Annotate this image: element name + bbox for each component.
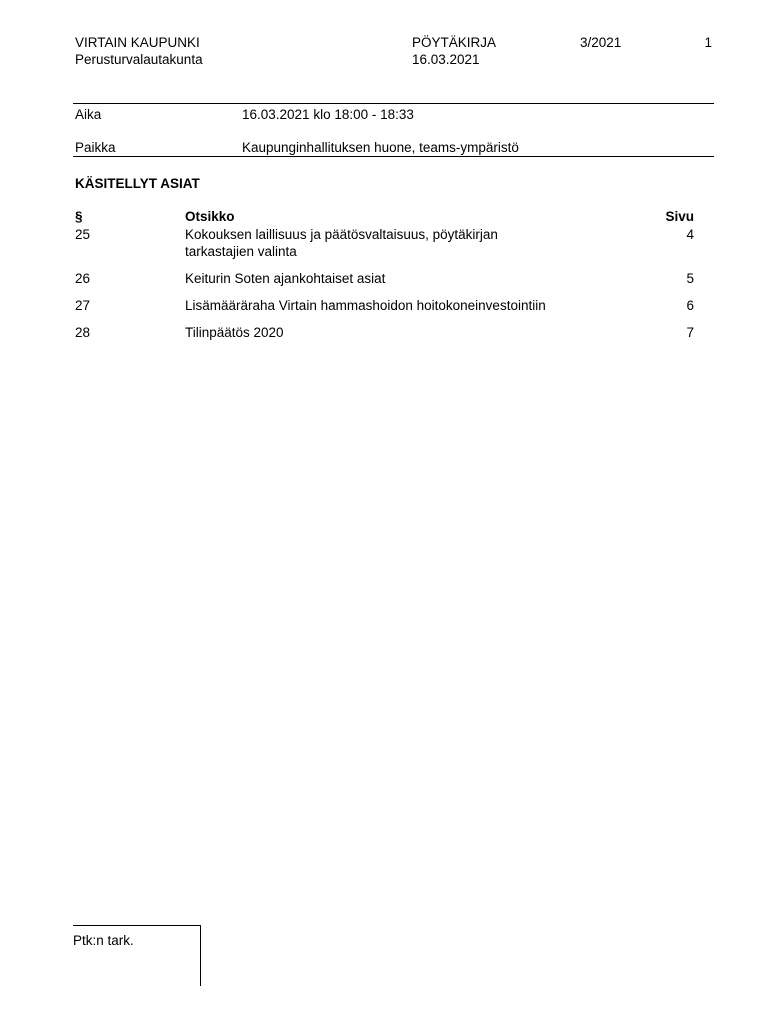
- row-page-number: 7: [686, 325, 694, 340]
- row-title-line: Keiturin Soten ajankohtaiset asiat: [185, 271, 386, 286]
- column-header-section: §: [75, 209, 83, 224]
- row-page-number: 5: [686, 271, 694, 286]
- row-section-number: 26: [75, 271, 91, 286]
- row-page-number: 4: [686, 227, 694, 242]
- document-type: PÖYTÄKIRJA: [412, 35, 497, 50]
- row-section-number: 27: [75, 298, 91, 313]
- meeting-info-bottom-rule: [73, 156, 714, 157]
- row-section-number: 28: [75, 325, 91, 340]
- column-header-page: Sivu: [665, 209, 694, 224]
- time-value: 16.03.2021 klo 18:00 - 18:33: [242, 107, 414, 122]
- meeting-info-top-rule: [73, 103, 714, 104]
- row-page-number: 6: [686, 298, 694, 313]
- page-number: 1: [704, 35, 712, 50]
- place-label: Paikka: [75, 140, 116, 155]
- place-value: Kaupunginhallituksen huone, teams-ympäristö: [242, 140, 519, 155]
- document-number: 3/2021: [580, 35, 622, 50]
- row-title-line: Kokouksen laillisuus ja päätösvaltaisuus, pöytäkirjan: [185, 227, 498, 242]
- row-title-line: Tilinpäätös 2020: [185, 325, 284, 340]
- check-box-top-rule: [73, 925, 201, 926]
- row-title-line: tarkastajien valinta: [185, 244, 297, 259]
- minutes-check-label: Ptk:n tark.: [73, 933, 134, 948]
- time-label: Aika: [75, 107, 102, 122]
- items-section-title: KÄSITELLYT ASIAT: [75, 176, 200, 191]
- document-date: 16.03.2021: [412, 52, 480, 67]
- column-header-title: Otsikko: [185, 209, 235, 224]
- committee-name: Perusturvalautakunta: [75, 52, 203, 67]
- check-box-right-rule: [200, 925, 201, 986]
- row-title-line: Lisämääräraha Virtain hammashoidon hoitokoneinvestointiin: [185, 298, 546, 313]
- organization-name: VIRTAIN KAUPUNKI: [75, 35, 200, 50]
- row-section-number: 25: [75, 227, 91, 242]
